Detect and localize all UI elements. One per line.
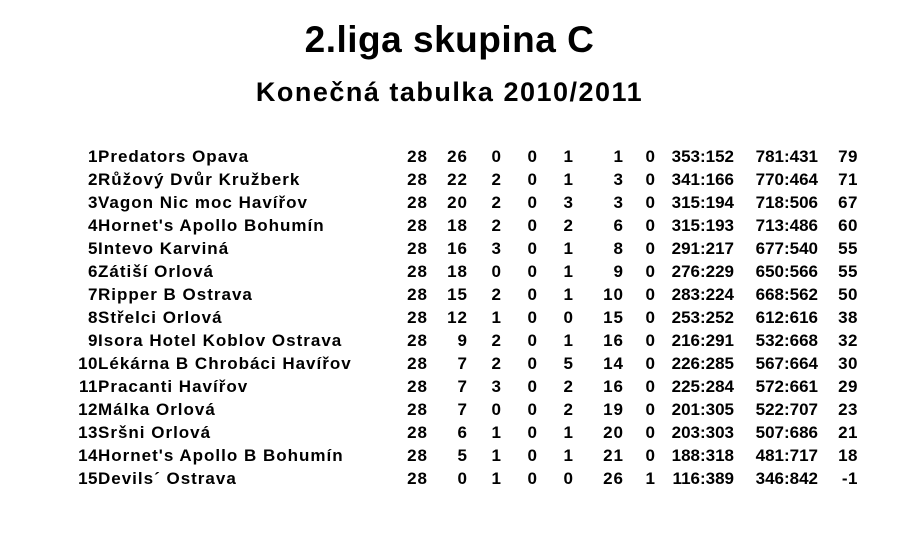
rank-cell: 11 xyxy=(79,377,98,396)
points-cell: 30 xyxy=(838,354,858,373)
stat-cell-4: 1 xyxy=(563,331,574,350)
total-score-cell: 713:486 xyxy=(755,216,818,235)
stat-cell-2: 2 xyxy=(491,170,502,189)
rank-cell: 9 xyxy=(88,331,98,350)
games-cell: 28 xyxy=(407,469,428,488)
rank-cell: 14 xyxy=(78,446,98,465)
stat-cell-3: 0 xyxy=(527,423,538,442)
stat-cell-6: 0 xyxy=(645,193,656,212)
stat-cell-1: 5 xyxy=(457,446,468,465)
games-cell: 28 xyxy=(407,193,428,212)
stat-cell-3: 0 xyxy=(527,285,538,304)
stat-cell-5: 10 xyxy=(603,285,624,304)
total-score-cell: 481:717 xyxy=(755,446,818,465)
table-row xyxy=(62,444,858,467)
stat-cell-5: 21 xyxy=(603,446,624,465)
points-cell: 60 xyxy=(838,216,858,235)
stat-cell-1: 22 xyxy=(447,170,468,189)
score-cell: 315:194 xyxy=(671,193,734,212)
score-cell: 201:305 xyxy=(671,400,734,419)
stat-cell-4: 2 xyxy=(563,216,574,235)
stat-cell-2: 1 xyxy=(491,469,502,488)
stat-cell-3: 0 xyxy=(527,354,538,373)
points-cell: 18 xyxy=(838,446,858,465)
stat-cell-2: 1 xyxy=(491,446,502,465)
table-row xyxy=(62,191,858,214)
points-cell: 71 xyxy=(838,170,858,189)
stat-cell-6: 0 xyxy=(645,423,656,442)
table-row xyxy=(62,421,858,444)
rank-cell: 13 xyxy=(78,423,98,442)
table-row xyxy=(62,260,858,283)
stat-cell-6: 0 xyxy=(645,170,656,189)
score-cell: 225:284 xyxy=(671,377,734,396)
points-cell: 55 xyxy=(838,262,858,281)
team-name-cell: Ripper B Ostrava xyxy=(98,285,253,304)
standings-table xyxy=(62,145,858,490)
score-cell: 341:166 xyxy=(671,170,734,189)
total-score-cell: 612:616 xyxy=(755,308,818,327)
stat-cell-1: 18 xyxy=(447,216,468,235)
stat-cell-6: 0 xyxy=(645,239,656,258)
stat-cell-2: 0 xyxy=(491,147,502,166)
stat-cell-1: 26 xyxy=(447,147,468,166)
rank-cell: 8 xyxy=(88,308,98,327)
stat-cell-2: 0 xyxy=(491,400,502,419)
stat-cell-6: 0 xyxy=(645,377,656,396)
stat-cell-6: 0 xyxy=(645,446,656,465)
stat-cell-6: 0 xyxy=(645,354,656,373)
league-table-page xyxy=(0,18,899,553)
rank-cell: 5 xyxy=(88,239,98,258)
table-row xyxy=(62,375,858,398)
points-cell: 79 xyxy=(838,147,858,166)
total-score-cell: 677:540 xyxy=(755,239,818,258)
stat-cell-3: 0 xyxy=(527,216,538,235)
score-cell: 353:152 xyxy=(671,147,734,166)
rank-cell: 10 xyxy=(78,354,98,373)
stat-cell-1: 7 xyxy=(457,377,468,396)
stat-cell-5: 9 xyxy=(613,262,624,281)
team-name-cell: Lékárna B Chrobáci Havířov xyxy=(98,354,352,373)
games-cell: 28 xyxy=(407,285,428,304)
stat-cell-4: 1 xyxy=(563,262,574,281)
stat-cell-4: 0 xyxy=(563,469,574,488)
stat-cell-5: 3 xyxy=(613,170,624,189)
standings-body xyxy=(62,145,858,490)
stat-cell-4: 1 xyxy=(563,423,574,442)
stat-cell-5: 15 xyxy=(603,308,624,327)
total-score-cell: 572:661 xyxy=(755,377,818,396)
games-cell: 28 xyxy=(407,423,428,442)
team-name-cell: Devils´ Ostrava xyxy=(98,469,237,488)
team-name-cell: Intevo Karviná xyxy=(98,239,230,258)
games-cell: 28 xyxy=(407,354,428,373)
rank-cell: 7 xyxy=(88,285,98,304)
points-cell: 23 xyxy=(838,400,858,419)
stat-cell-2: 2 xyxy=(491,193,502,212)
stat-cell-5: 14 xyxy=(603,354,624,373)
games-cell: 28 xyxy=(407,147,428,166)
rank-cell: 4 xyxy=(88,216,98,235)
page-title: 2.liga skupina C xyxy=(304,19,595,60)
stat-cell-3: 0 xyxy=(527,308,538,327)
stat-cell-3: 0 xyxy=(527,262,538,281)
games-cell: 28 xyxy=(407,446,428,465)
table-row xyxy=(62,145,858,168)
stat-cell-5: 1 xyxy=(613,147,624,166)
points-cell: 38 xyxy=(838,308,858,327)
stat-cell-6: 1 xyxy=(645,469,656,488)
stat-cell-4: 2 xyxy=(563,400,574,419)
table-row xyxy=(62,237,858,260)
stat-cell-3: 0 xyxy=(527,193,538,212)
stat-cell-3: 0 xyxy=(527,446,538,465)
stat-cell-1: 20 xyxy=(447,193,468,212)
team-name-cell: Růžový Dvůr Kružberk xyxy=(98,170,301,189)
games-cell: 28 xyxy=(407,308,428,327)
total-score-cell: 346:842 xyxy=(755,469,818,488)
table-row xyxy=(62,168,858,191)
games-cell: 28 xyxy=(407,331,428,350)
points-cell: 21 xyxy=(838,423,858,442)
stat-cell-6: 0 xyxy=(645,147,656,166)
stat-cell-2: 3 xyxy=(491,377,502,396)
stat-cell-6: 0 xyxy=(645,331,656,350)
score-cell: 276:229 xyxy=(671,262,734,281)
stat-cell-2: 2 xyxy=(491,331,502,350)
team-name-cell: Zátiší Orlová xyxy=(98,262,214,281)
stat-cell-3: 0 xyxy=(527,147,538,166)
stat-cell-3: 0 xyxy=(527,400,538,419)
rank-cell: 15 xyxy=(78,469,98,488)
score-cell: 253:252 xyxy=(671,308,734,327)
stat-cell-2: 2 xyxy=(491,285,502,304)
stat-cell-1: 7 xyxy=(457,354,468,373)
stat-cell-1: 15 xyxy=(447,285,468,304)
team-name-cell: Hornet's Apollo B Bohumín xyxy=(98,446,344,465)
score-cell: 203:303 xyxy=(671,423,734,442)
table-row xyxy=(62,398,858,421)
stat-cell-5: 16 xyxy=(603,331,624,350)
team-name-cell: Predators Opava xyxy=(98,147,250,166)
stat-cell-1: 7 xyxy=(457,400,468,419)
score-cell: 188:318 xyxy=(671,446,734,465)
stat-cell-6: 0 xyxy=(645,216,656,235)
stat-cell-2: 0 xyxy=(491,262,502,281)
stat-cell-5: 8 xyxy=(613,239,624,258)
stat-cell-3: 0 xyxy=(527,377,538,396)
points-cell: 50 xyxy=(838,285,858,304)
points-cell: 55 xyxy=(838,239,858,258)
stat-cell-4: 2 xyxy=(563,377,574,396)
stat-cell-1: 12 xyxy=(447,308,468,327)
stat-cell-5: 20 xyxy=(603,423,624,442)
team-name-cell: Sršni Orlová xyxy=(98,423,212,442)
stat-cell-1: 9 xyxy=(457,331,468,350)
stat-cell-2: 3 xyxy=(491,239,502,258)
rank-cell: 12 xyxy=(78,400,98,419)
total-score-cell: 718:506 xyxy=(755,193,818,212)
stat-cell-5: 6 xyxy=(613,216,624,235)
stat-cell-5: 16 xyxy=(603,377,624,396)
games-cell: 28 xyxy=(407,262,428,281)
total-score-cell: 770:464 xyxy=(755,170,818,189)
points-cell: 32 xyxy=(838,331,858,350)
stat-cell-6: 0 xyxy=(645,400,656,419)
stat-cell-2: 2 xyxy=(491,216,502,235)
table-row xyxy=(62,467,858,490)
team-name-cell: Hornet's Apollo Bohumín xyxy=(98,216,325,235)
total-score-cell: 507:686 xyxy=(755,423,818,442)
points-cell: 67 xyxy=(838,193,858,212)
total-score-cell: 668:562 xyxy=(755,285,818,304)
total-score-cell: 522:707 xyxy=(755,400,818,419)
stat-cell-5: 3 xyxy=(613,193,624,212)
page-subtitle: Konečná tabulka 2010/2011 xyxy=(255,77,644,107)
stat-cell-2: 2 xyxy=(491,354,502,373)
points-cell: -1 xyxy=(841,469,858,488)
stat-cell-4: 1 xyxy=(563,446,574,465)
games-cell: 28 xyxy=(407,239,428,258)
score-cell: 315:193 xyxy=(671,216,734,235)
stat-cell-3: 0 xyxy=(527,239,538,258)
stat-cell-2: 1 xyxy=(491,423,502,442)
stat-cell-6: 0 xyxy=(645,285,656,304)
table-row xyxy=(62,306,858,329)
score-cell: 291:217 xyxy=(671,239,734,258)
total-score-cell: 650:566 xyxy=(755,262,818,281)
score-cell: 216:291 xyxy=(671,331,734,350)
stat-cell-1: 18 xyxy=(447,262,468,281)
total-score-cell: 781:431 xyxy=(755,147,818,166)
rank-cell: 2 xyxy=(88,170,98,189)
stat-cell-1: 0 xyxy=(457,469,468,488)
points-cell: 29 xyxy=(838,377,858,396)
stat-cell-4: 1 xyxy=(563,147,574,166)
stat-cell-1: 6 xyxy=(457,423,468,442)
table-row xyxy=(62,329,858,352)
stat-cell-3: 0 xyxy=(527,469,538,488)
stat-cell-4: 5 xyxy=(563,354,574,373)
stat-cell-1: 16 xyxy=(447,239,468,258)
team-name-cell: Střelci Orlová xyxy=(98,308,223,327)
stat-cell-3: 0 xyxy=(527,331,538,350)
games-cell: 28 xyxy=(407,216,428,235)
stat-cell-5: 26 xyxy=(603,469,624,488)
rank-cell: 1 xyxy=(88,147,98,166)
stat-cell-5: 19 xyxy=(603,400,624,419)
stat-cell-4: 1 xyxy=(563,285,574,304)
team-name-cell: Isora Hotel Koblov Ostrava xyxy=(98,331,343,350)
rank-cell: 6 xyxy=(88,262,98,281)
games-cell: 28 xyxy=(407,400,428,419)
stat-cell-6: 0 xyxy=(645,262,656,281)
games-cell: 28 xyxy=(407,377,428,396)
team-name-cell: Pracanti Havířov xyxy=(98,377,249,396)
table-row xyxy=(62,214,858,237)
stat-cell-4: 1 xyxy=(563,170,574,189)
stat-cell-2: 1 xyxy=(491,308,502,327)
table-row xyxy=(62,283,858,306)
team-name-cell: Málka Orlová xyxy=(98,400,216,419)
total-score-cell: 532:668 xyxy=(755,331,818,350)
stat-cell-4: 1 xyxy=(563,239,574,258)
total-score-cell: 567:664 xyxy=(755,354,818,373)
score-cell: 116:389 xyxy=(672,469,734,488)
stat-cell-4: 3 xyxy=(563,193,574,212)
stat-cell-6: 0 xyxy=(645,308,656,327)
stat-cell-3: 0 xyxy=(527,170,538,189)
stat-cell-4: 0 xyxy=(563,308,574,327)
team-name-cell: Vagon Nic moc Havířov xyxy=(98,193,308,212)
score-cell: 283:224 xyxy=(671,285,734,304)
table-row xyxy=(62,352,858,375)
games-cell: 28 xyxy=(407,170,428,189)
rank-cell: 3 xyxy=(88,193,98,212)
score-cell: 226:285 xyxy=(671,354,734,373)
